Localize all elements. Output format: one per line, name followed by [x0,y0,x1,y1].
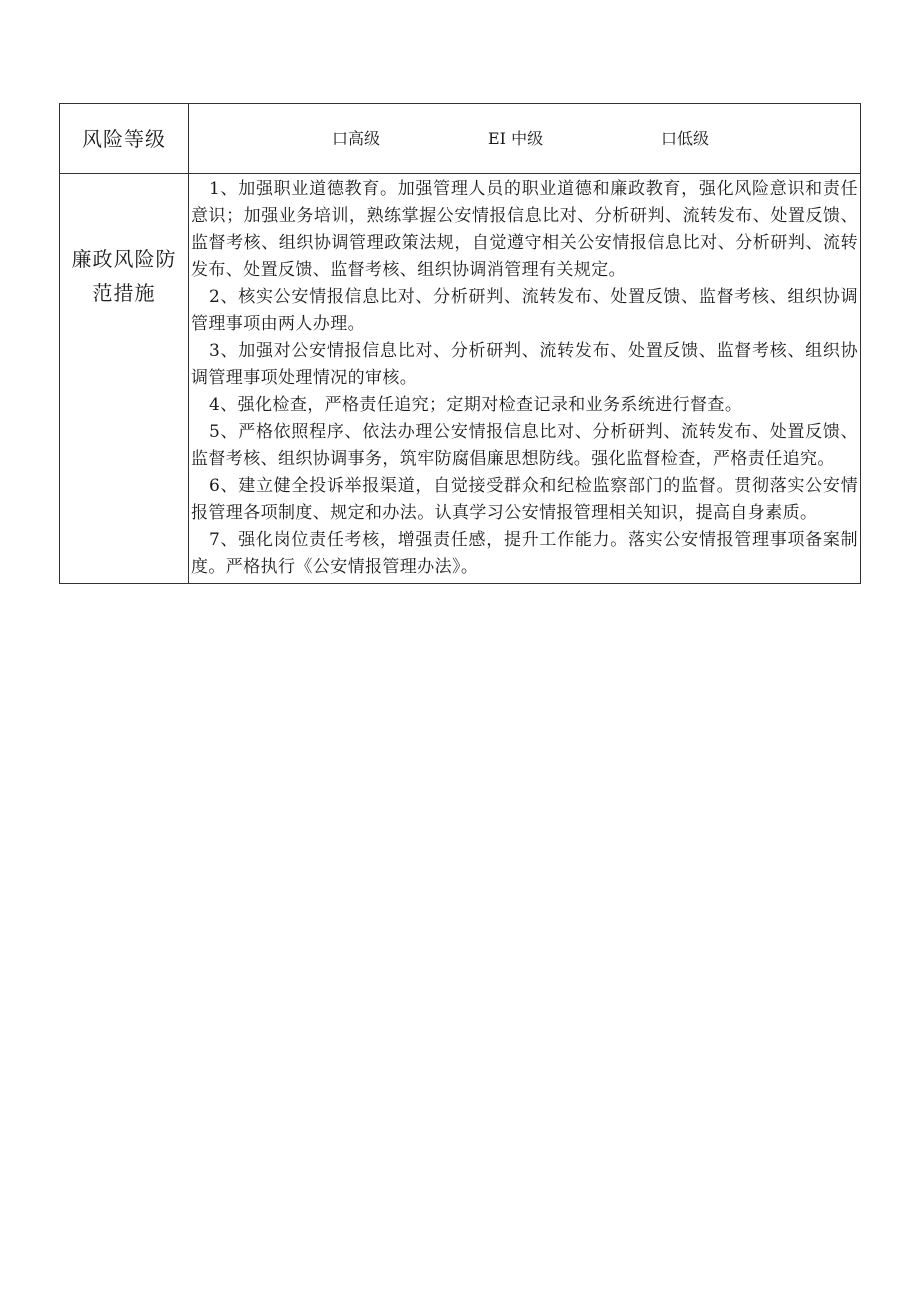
measures-label [60,174,189,584]
measures-label-line2: 范措施 [92,281,156,305]
risk-level-row [60,104,861,174]
measure-item-6: 6、建立健全投诉举报渠道，自觉接受群众和纪检监察部门的监督。贯彻落实公安情报管理各项制度、规定和办法。认真学习公安情报管理相关知识，提高自身素质。 [191,476,858,523]
level-medium-checkbox[interactable]: EI [488,129,506,148]
measure-item-1: 1、加强职业道德教育。加强管理人员的职业道德和廉政教育，强化风险意识和责任意识；加强业务培训，熟练掌握公安情报信息比对、分析研判、流转发布、处置反馈、监督考核、组织协调管理政策法规，自觉遵守相关公安情报信息比对、分析研判、流转发布、处置反馈、监督考核、组织协调消管理有关规定。 [191,179,858,280]
risk-table [59,103,861,584]
measures-row [60,174,861,584]
level-low-checkbox[interactable]: 口 [661,129,678,148]
measure-item-7: 7、强化岗位责任考核，增强责任感，提升工作能力。落实公安情报管理事项备案制度。严格执行《公安情报管理办法》。 [191,530,858,577]
level-medium-option[interactable] [488,126,543,149]
measure-item-5: 5、严格依照程序、依法办理公安情报信息比对、分析研判、流转发布、处置反馈、监督考核、组织协调事务，筑牢防腐倡廉思想防线。强化监督检查，严格责任追究。 [191,422,858,469]
measures-label-line1: 廉政风险防 [71,247,177,271]
measure-item-3: 3、加强对公安情报信息比对、分析研判、流转发布、处置反馈、监督考核、组织协调管理事项处理情况的审核。 [191,341,858,388]
level-high-label: 高级 [348,129,381,148]
level-high-checkbox[interactable]: 口 [332,129,349,148]
measure-item-4: 4、强化检查，严格责任追究；定期对检查记录和业务系统进行督查。 [209,395,743,415]
measures-content [189,174,861,584]
risk-level-label: 风险等级 [60,104,189,174]
level-medium-label: 中级 [511,129,544,148]
level-low-option[interactable] [661,126,709,149]
level-high-option[interactable] [332,126,380,149]
risk-level-options [189,104,861,174]
measure-item-2: 2、核实公安情报信息比对、分析研判、流转发布、处置反馈、监督考核、组织协调管理事项由两人办理。 [191,287,858,334]
level-low-label: 低级 [677,129,710,148]
